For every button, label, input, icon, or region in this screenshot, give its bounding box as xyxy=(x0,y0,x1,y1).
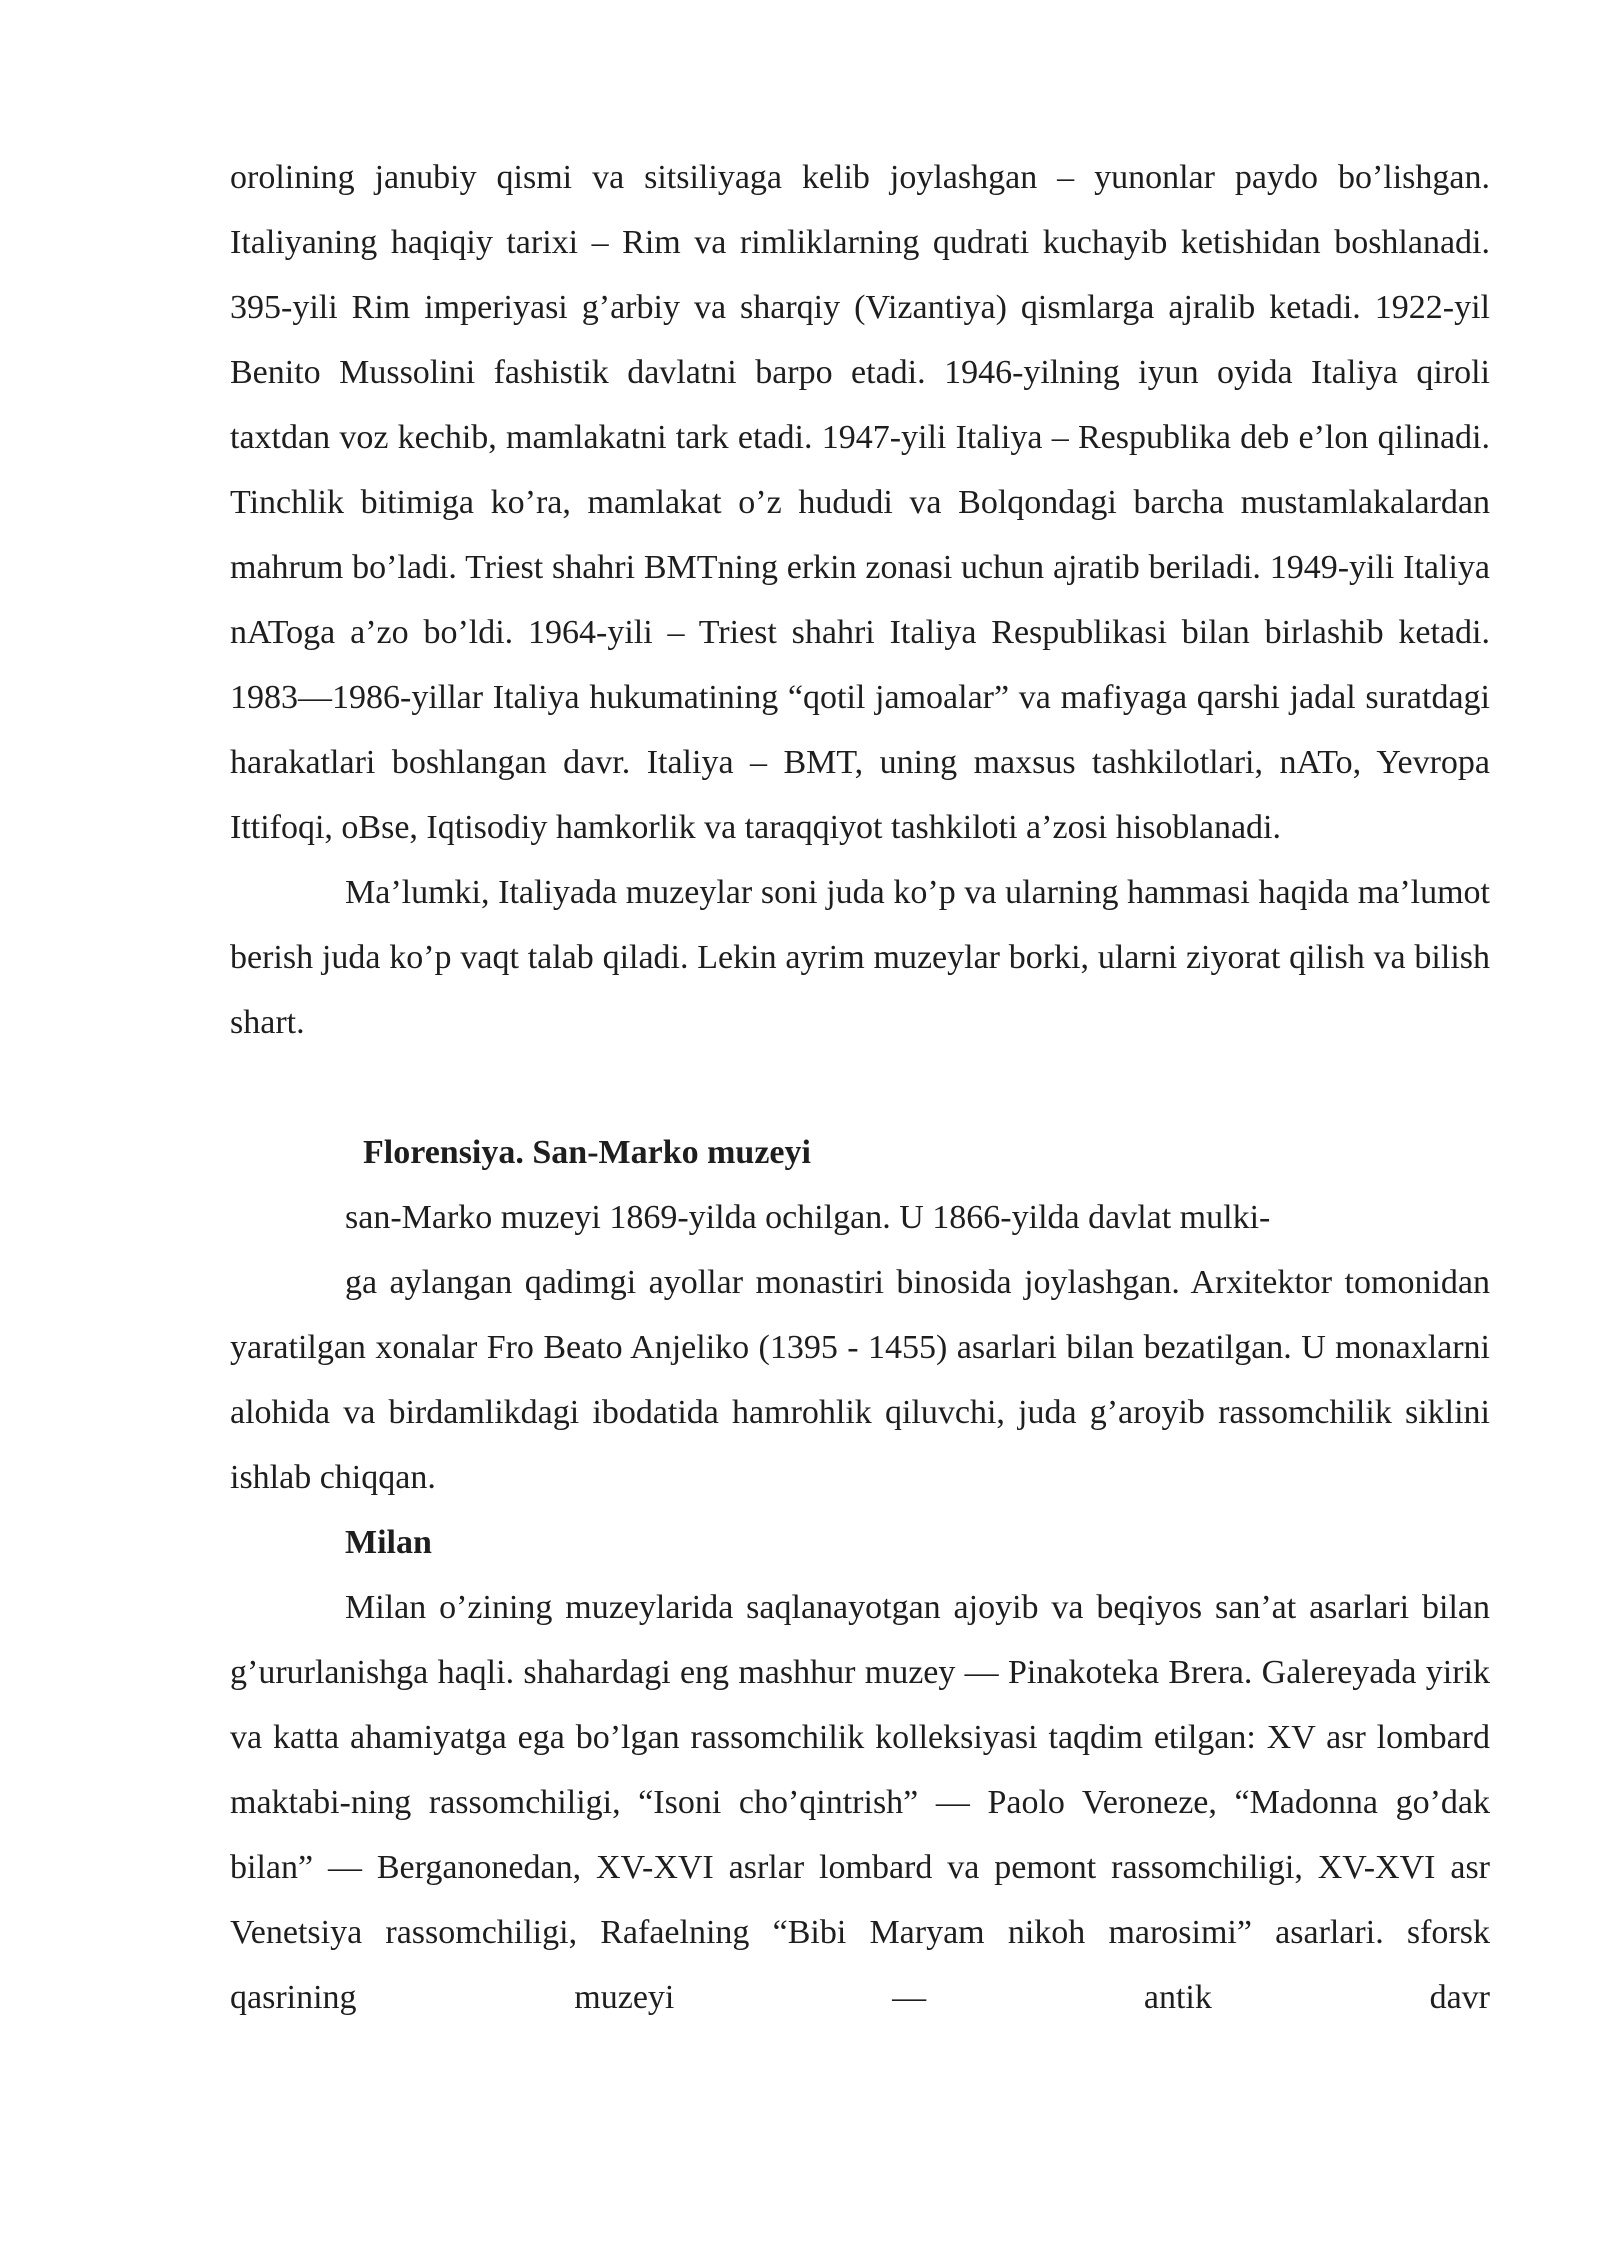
heading-milan: Milan xyxy=(345,1524,432,1561)
document-page xyxy=(230,145,1490,2030)
heading-florensiya-san-marko: Florensiya. San-Marko muzeyi xyxy=(363,1134,811,1171)
paragraph-museums-intro: Ma’lumki, Italiyada muzeylar soni juda ko’p va ularning hammasi haqida ma’lumot berish juda ko’p vaqt talab qiladi. Lekin ayrim muzeylar borki, ularni ziyorat qilish va bilish shart. xyxy=(230,874,1490,1041)
paragraph-italy-history: orolining janubiy qismi va sitsiliyaga kelib joylashgan – yunonlar paydo bo’lishgan. Italiyaning haqiqiy tarixi – Rim va rimliklarning qudrati kuchayib ketishidan boshlanadi. 395-yili Rim imperiyasi g’arbiy va sharqiy (Vizantiya) qismlarga ajralib ketadi. 1922-yil Benito Mussolini fashistik davlatni barpo etadi. 1946-yilning iyun oyida Italiya qiroli taxtdan voz kechib, mamlakatni tark etadi. 1947-yili Italiya – Respublika deb e’lon qilinadi. Tinchlik bitimiga ko’ra, mamlakat o’z hududi va Bolqondagi barcha mustamlakalardan mahrum bo’ladi. Triest shahri BMTning erkin zonasi uchun ajratib beriladi. 1949-yili Italiya nAToga a’zo bo’ldi. 1964-yili – Triest shahri Italiya Respublikasi bilan birlashib ketadi. 1983—1986-yillar Italiya hukumatining “qotil jamoalar” va mafiyaga qarshi jadal suratdagi harakatlari boshlangan davr. Italiya – BMT, uning maxsus tashkilotlari, nATo, Yevropa Ittifoqi, oBse, Iqtisodiy hamkorlik va taraqqiyot tashkiloti a’zosi hisoblanadi. xyxy=(230,159,1490,846)
paragraph-san-marko-rest: ga aylangan qadimgi ayollar monastiri binosida joylashgan. Arxitektor tomonidan yaratilgan xonalar Fro Beato Anjeliko (1395 - 1455) asarlari bilan bezatilgan. U monaxlarni alohida va birdamlikdagi ibodatida hamrohlik qiluvchi, juda g’aroyib rassomchilik siklini ishlab chiqqan. xyxy=(230,1264,1490,1496)
paragraph-milan-museums: Milan o’zining muzeylarida saqlanayotgan ajoyib va beqiyos san’at asarlari bilan g’ururlanishga haqli. shahardagi eng mashhur muzey — Pinakoteka Brera. Galereyada yirik va katta ahamiyatga ega bo’lgan rassomchilik kolleksiyasi taqdim etilgan: XV asr lombard maktabi-ning rassomchiligi, “Isoni cho’qintrish” — Paolo Veroneze, “Madonna go’dak bilan” — Berganonedan, XV-XVI asrlar lombard va pemont rassomchiligi, XV-XVI asr Venetsiya rassomchiligi, Rafaelning “Bibi Maryam nikoh marosimi” asarlari. sforsk qasrining muzeyi — antik davr xyxy=(230,1589,1490,2016)
paragraph-san-marko-line1: san-Marko muzeyi 1869-yilda ochilgan. U 1866-yilda davlat mulki- xyxy=(345,1199,1271,1236)
